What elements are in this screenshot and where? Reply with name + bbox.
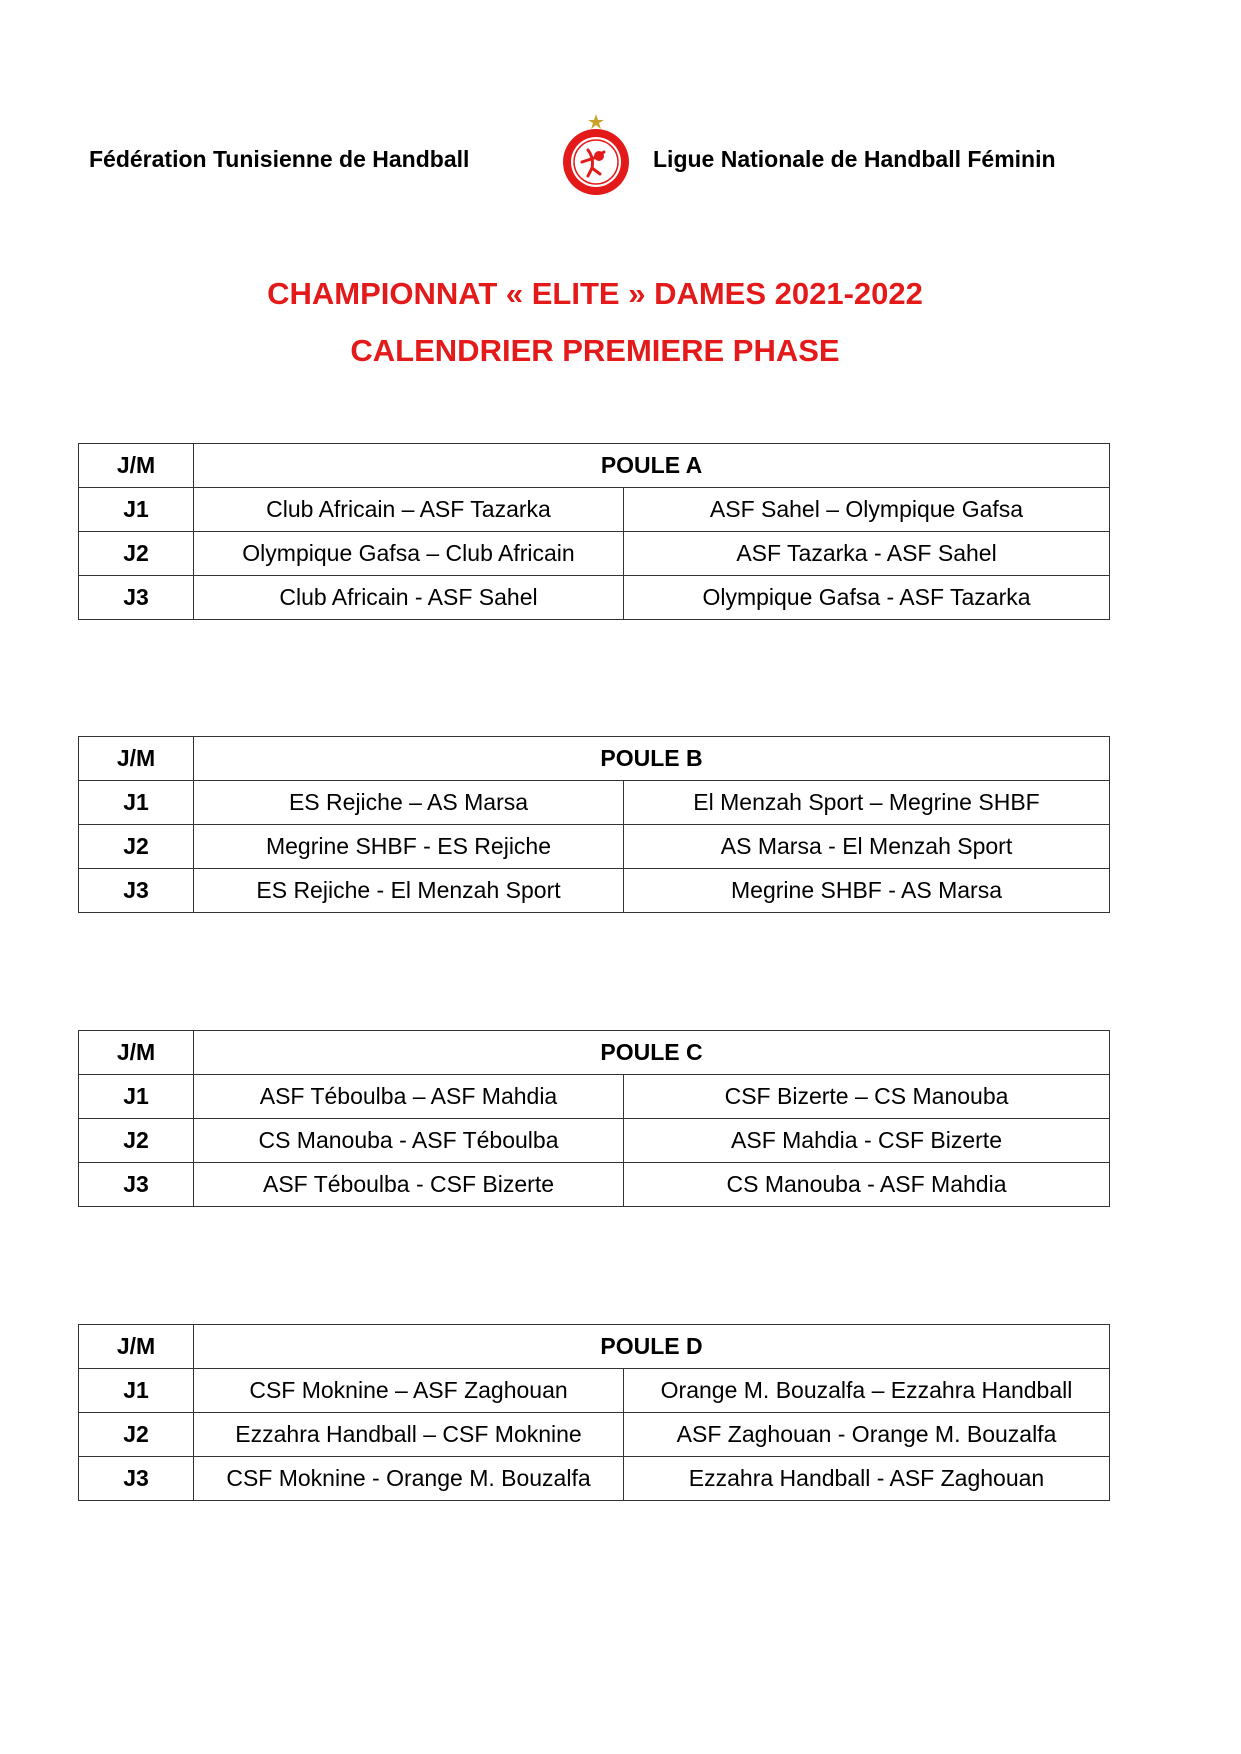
match-cell: ES Rejiche – AS Marsa — [194, 781, 624, 825]
match-cell: CSF Bizerte – CS Manouba — [624, 1075, 1110, 1119]
league-name: Ligue Nationale de Handball Féminin — [653, 146, 1056, 172]
table-row — [79, 1369, 1110, 1413]
match-cell: Olympique Gafsa - ASF Tazarka — [624, 576, 1110, 620]
match-cell: ASF Téboulba - CSF Bizerte — [194, 1163, 624, 1207]
table-header-row — [79, 1031, 1110, 1075]
table-row — [79, 869, 1110, 913]
day-column-header: J/M — [79, 737, 194, 781]
day-cell: J2 — [79, 1119, 194, 1163]
championship-title: CHAMPIONNAT « ELITE » DAMES 2021-2022 — [267, 276, 923, 311]
poule-d-table — [78, 1324, 1110, 1501]
day-cell: J3 — [79, 576, 194, 620]
day-cell: J1 — [79, 781, 194, 825]
poule-name: POULE C — [194, 1031, 1110, 1075]
match-cell: ASF Sahel – Olympique Gafsa — [624, 488, 1110, 532]
table-row — [79, 1413, 1110, 1457]
table-row — [79, 1119, 1110, 1163]
day-cell: J1 — [79, 488, 194, 532]
table-header-row — [79, 737, 1110, 781]
match-cell: Club Africain - ASF Sahel — [194, 576, 624, 620]
table-row — [79, 532, 1110, 576]
federation-name: Fédération Tunisienne de Handball — [89, 146, 470, 172]
poule-name: POULE A — [194, 444, 1110, 488]
match-cell: Megrine SHBF - AS Marsa — [624, 869, 1110, 913]
match-cell: ASF Zaghouan - Orange M. Bouzalfa — [624, 1413, 1110, 1457]
match-cell: Ezzahra Handball - ASF Zaghouan — [624, 1457, 1110, 1501]
calendar-subtitle: CALENDRIER PREMIERE PHASE — [350, 333, 840, 368]
table-row — [79, 1075, 1110, 1119]
day-cell: J2 — [79, 825, 194, 869]
match-cell: CS Manouba - ASF Mahdia — [624, 1163, 1110, 1207]
day-cell: J2 — [79, 1413, 194, 1457]
match-cell: Olympique Gafsa – Club Africain — [194, 532, 624, 576]
table-row — [79, 576, 1110, 620]
day-cell: J1 — [79, 1075, 194, 1119]
poule-name: POULE D — [194, 1325, 1110, 1369]
day-cell: J1 — [79, 1369, 194, 1413]
day-column-header: J/M — [79, 1325, 194, 1369]
match-cell: ASF Tazarka - ASF Sahel — [624, 532, 1110, 576]
table-header-row — [79, 1325, 1110, 1369]
day-column-header: J/M — [79, 1031, 194, 1075]
match-cell: ES Rejiche - El Menzah Sport — [194, 869, 624, 913]
table-row — [79, 825, 1110, 869]
match-cell: El Menzah Sport – Megrine SHBF — [624, 781, 1110, 825]
day-cell: J3 — [79, 1457, 194, 1501]
day-cell: J2 — [79, 532, 194, 576]
poule-a-table — [78, 443, 1110, 620]
table-row — [79, 781, 1110, 825]
match-cell: AS Marsa - El Menzah Sport — [624, 825, 1110, 869]
poule-b-table — [78, 736, 1110, 913]
federation-logo-icon — [558, 112, 634, 198]
day-cell: J3 — [79, 869, 194, 913]
poule-name: POULE B — [194, 737, 1110, 781]
match-cell: ASF Mahdia - CSF Bizerte — [624, 1119, 1110, 1163]
match-cell: CSF Moknine – ASF Zaghouan — [194, 1369, 624, 1413]
table-row — [79, 1163, 1110, 1207]
match-cell: CS Manouba - ASF Téboulba — [194, 1119, 624, 1163]
day-column-header: J/M — [79, 444, 194, 488]
table-row — [79, 488, 1110, 532]
table-header-row — [79, 444, 1110, 488]
match-cell: Megrine SHBF - ES Rejiche — [194, 825, 624, 869]
match-cell: ASF Téboulba – ASF Mahdia — [194, 1075, 624, 1119]
poule-c-table — [78, 1030, 1110, 1207]
match-cell: Orange M. Bouzalfa – Ezzahra Handball — [624, 1369, 1110, 1413]
table-row — [79, 1457, 1110, 1501]
match-cell: Ezzahra Handball – CSF Moknine — [194, 1413, 624, 1457]
day-cell: J3 — [79, 1163, 194, 1207]
match-cell: Club Africain – ASF Tazarka — [194, 488, 624, 532]
match-cell: CSF Moknine - Orange M. Bouzalfa — [194, 1457, 624, 1501]
